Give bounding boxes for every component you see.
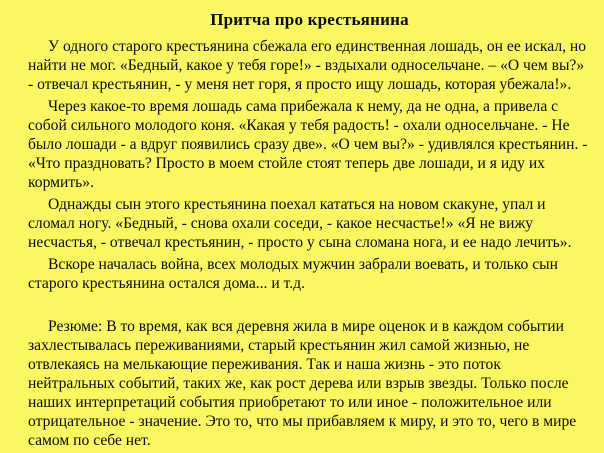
parable-paragraph-4: Вскоре началась война, всех молодых мужчин забрали воевать, и только сын старого крестьянина остался дома... и т.д. [28,256,558,292]
slide-title: Притча про крестьянина [210,10,409,29]
parable-paragraph-2: Через какое-то время лошадь сама прибежала к нему, да не одна, а привела с собой сильного молодого коня. «Какая у тебя радость! - охали односельчане. - Не было лошади - а вдруг появились сразу две». «О чем вы?» - удивлялся крестьянин. - «Что праздновать? Просто в моем стойле стоят теперь две лошади, и я иду их кормить». [28,98,588,191]
parable-paragraph-3: Однажды сын этого крестьянина поехал кататься на новом скакуне, упал и сломал ногу. «Бедный, - снова охали соседи, - какое несчастье!» «Я не вижу несчастья, - отвечал крестьянин, - просто у сына сломана нога, и ее надо лечить». [28,196,572,251]
parable-paragraph-1: У одного старого крестьянина сбежала его единственная лошадь, он ее искал, но найти не мог. «Бедный, какое у тебя горе!» - вздыхали односельчане. – «О чем вы?» - отвечал крестьянин, - у меня нет горя, я просто ищу лошадь, которая убежала!». [28,38,587,93]
summary-paragraph: Резюме: В то время, как вся деревня жила в мире оценок и в каждом событии захлестывалась переживаниями, старый крестьянин жил самой жизнью, не отвлекаясь на мелькающие переживания. Так и наша жизнь - это поток нейтральных событий, таких же, как рост дерева или взрыв звезды. Только после наших интерпретаций события приобретают то или иное - положительное или отрицательное - значение. Это то, что мы прибавляем к миру, и это то, чего в мире самом по себе нет. [28,318,577,449]
